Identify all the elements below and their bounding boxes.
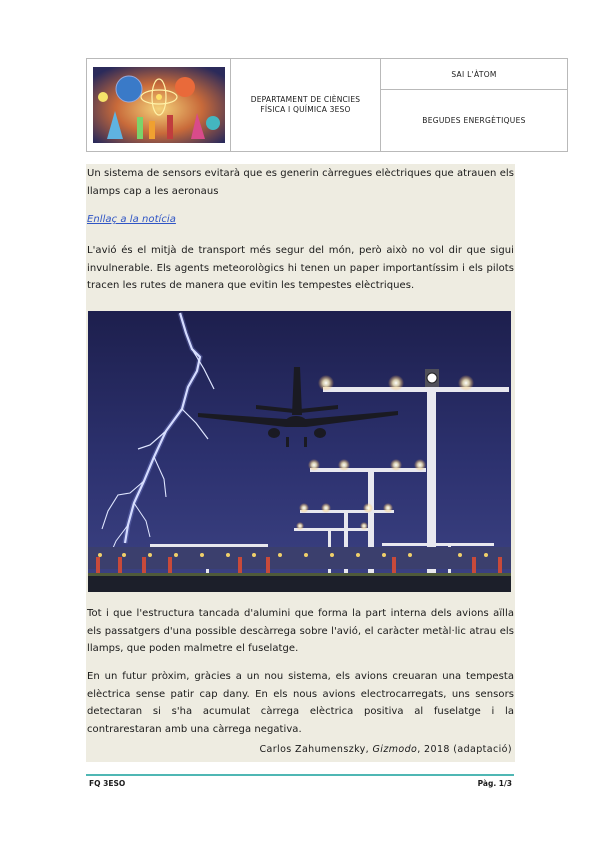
science-collage-logo — [93, 67, 225, 143]
footer-page-number: Pàg. 1/3 — [477, 779, 512, 788]
article-paragraph-3: En un futur pròxim, gràcies a un nou sistema, els avions creuaran una tempesta elèctrica sense patir cap dany. En els nous avions electrocarregats, uns sensors detectaran si s'ha acumulat càrrega elèctrica positiva al fuselatge i la contrarestaran amb una càrrega negativa. — [87, 671, 514, 735]
article-lead: Un sistema de sensors evitarà que es generin càrregues elèctriques que atrauen els llamps cap a les aeronaus — [87, 168, 514, 197]
department-cell — [231, 59, 381, 151]
department-line-2: FÍSICA I QUÍMICA 3ESO — [260, 105, 351, 114]
news-link[interactable]: Enllaç a la notícia — [87, 214, 176, 225]
department-line-1: DEPARTAMENT DE CIÈNCIES — [250, 95, 361, 104]
article-paragraph-1: L'avió és el mitjà de transport més segur del món, però això no vol dir que sigui invulnerable. Els agents meteorològics hi tenen un paper importantíssim i els pilots tracen les rutes de manera que evitin les tempestes elèctriques. — [87, 245, 514, 291]
credit-author: Carlos Zahumenszky, — [259, 744, 373, 755]
news-link-paragraph — [87, 211, 514, 229]
article-credit — [259, 744, 512, 755]
unit-title: SAI L'ÀTOM — [381, 59, 567, 90]
topic-title: BEGUDES ENERGÈTIQUES — [422, 116, 526, 125]
header-logo-cell — [87, 59, 231, 151]
credit-rest: , 2018 (adaptació) — [417, 744, 512, 755]
footer-rule — [86, 774, 514, 776]
footer-course: FQ 3ESO — [89, 779, 126, 788]
airplane-lightning-photo — [88, 311, 511, 592]
credit-source: Gizmodo — [372, 744, 418, 755]
article-content — [86, 164, 515, 762]
article-paragraph-2: Tot i que l'estructura tancada d'alumini que forma la part interna dels avions aïlla els passatgers d'una possible descàrrega sobre l'avió, el caràcter metàl·lic atrau els llamps, que poden malmetre el fuselatge. — [87, 608, 514, 654]
header-table — [86, 58, 568, 152]
header-right-cells — [381, 59, 567, 151]
